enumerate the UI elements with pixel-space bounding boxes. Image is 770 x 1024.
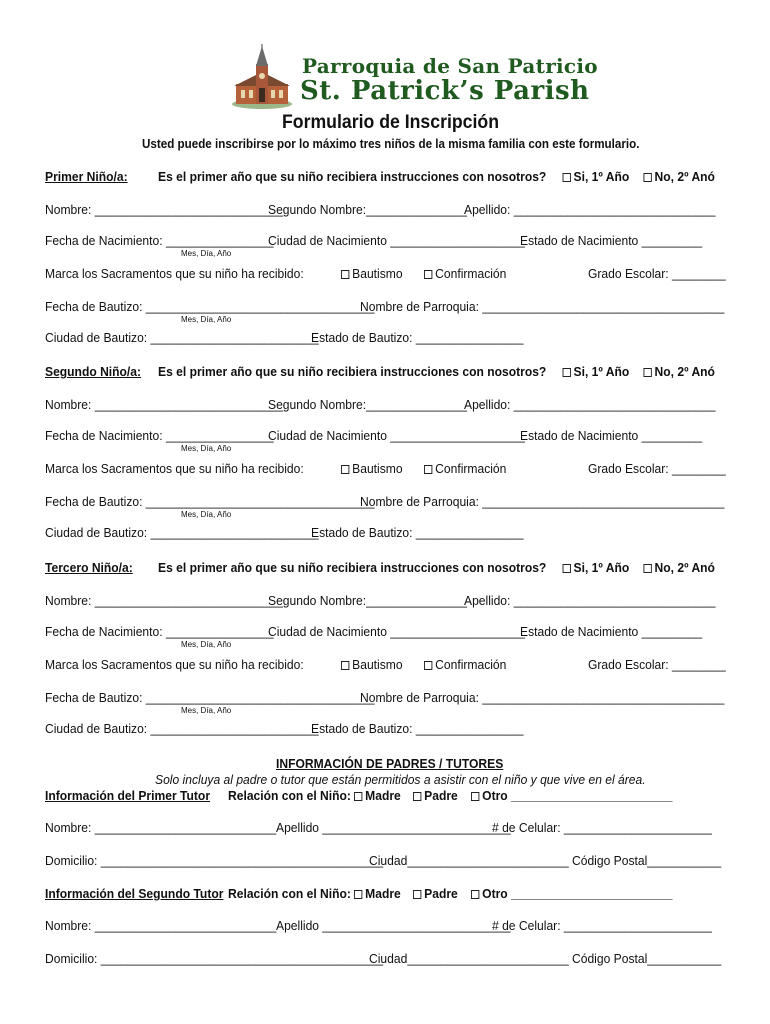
otro-label: Otro ________________________ [482, 788, 673, 803]
checkbox-confirmacion[interactable] [424, 661, 432, 670]
grado-escolar-field[interactable]: Grado Escolar: ________ [588, 461, 726, 476]
fecha-nacimiento-field[interactable]: Fecha de Nacimiento: ________________ [45, 233, 274, 248]
nombre-field[interactable]: Nombre: ____________________________ [45, 397, 283, 412]
confirmacion-option[interactable] [424, 266, 506, 281]
tutor-ciudad-field[interactable]: Ciudad________________________ [369, 951, 569, 966]
fecha-bautizo-field[interactable]: Fecha de Bautizo: __________________________________ [45, 299, 375, 314]
child-section [0, 364, 770, 554]
option-yes-label: Si, 1º Año [573, 169, 630, 184]
grado-escolar-field[interactable]: Grado Escolar: ________ [588, 657, 726, 672]
ciudad-nacimiento-field[interactable]: Ciudad de Nacimiento ____________________ [268, 624, 525, 639]
ciudad-bautizo-field[interactable]: Ciudad de Bautizo: _________________________ [45, 525, 319, 540]
checkbox-yes[interactable] [562, 368, 570, 377]
segundo-nombre-field[interactable]: Segundo Nombre:_______________ [268, 593, 467, 608]
checkbox-padre[interactable] [413, 792, 421, 801]
checkbox-bautismo[interactable] [341, 270, 349, 279]
tutor-heading: Información del Primer Tutor [45, 788, 211, 803]
tutor-domicilio-field[interactable]: Domicilio: __________________________________________ [45, 853, 384, 868]
nombre-parroquia-field[interactable]: Nombre de Parroquia: ____________________________________ [360, 494, 725, 509]
tutor-section [0, 886, 770, 976]
date-format-hint: Mes, Día, Año [181, 640, 232, 649]
checkbox-bautismo[interactable] [341, 661, 349, 670]
option-yes-label: Si, 1º Año [573, 364, 630, 379]
madre-label: Madre [365, 788, 401, 803]
confirmacion-label: Confirmación [435, 657, 507, 672]
tutor-ciudad-field[interactable]: Ciudad________________________ [369, 853, 569, 868]
church-icon [230, 44, 294, 110]
otro-label: Otro ________________________ [482, 886, 673, 901]
tutor-celular-field[interactable]: # de Celular: ______________________ [492, 820, 712, 835]
sacramentos-label: Marca los Sacramentos que su niño ha recibido: [45, 266, 304, 281]
question-text: Es el primer año que su niño recibiera instrucciones con nosotros? [158, 169, 547, 184]
tutor-nombre-field[interactable]: Nombre: ___________________________ [45, 918, 277, 933]
apellido-field[interactable]: Apellido: ______________________________ [464, 202, 716, 217]
estado-bautizo-field[interactable]: Estado de Bautizo: ________________ [311, 721, 524, 736]
madre-option[interactable] [354, 788, 401, 803]
first-year-question [158, 560, 715, 575]
estado-nacimiento-field[interactable]: Estado de Nacimiento _________ [520, 233, 703, 248]
parish-logo [230, 44, 294, 110]
ciudad-nacimiento-field[interactable]: Ciudad de Nacimiento ____________________ [268, 233, 525, 248]
bautismo-option[interactable] [341, 657, 403, 672]
confirmacion-label: Confirmación [435, 266, 507, 281]
checkbox-no[interactable] [643, 173, 651, 182]
tutor-apellido-field[interactable]: Apellido ____________________________ [276, 918, 511, 933]
padre-option[interactable] [413, 788, 458, 803]
parish-name-es: Parroquia de San Patricio [302, 54, 598, 78]
parish-name-en: St. Patrick’s Parish [300, 76, 590, 106]
date-format-hint: Mes, Día, Año [181, 510, 232, 519]
madre-label: Madre [365, 886, 401, 901]
checkbox-madre[interactable] [354, 792, 362, 801]
date-format-hint: Mes, Día, Año [181, 249, 232, 258]
estado-bautizo-field[interactable]: Estado de Bautizo: ________________ [311, 525, 524, 540]
fecha-bautizo-field[interactable]: Fecha de Bautizo: __________________________________ [45, 690, 375, 705]
checkbox-bautismo[interactable] [341, 465, 349, 474]
bautismo-option[interactable] [341, 461, 403, 476]
sacramentos-label: Marca los Sacramentos que su niño ha recibido: [45, 461, 304, 476]
tutor-celular-field[interactable]: # de Celular: ______________________ [492, 918, 712, 933]
estado-nacimiento-field[interactable]: Estado de Nacimiento _________ [520, 428, 703, 443]
tutor-section [0, 788, 770, 878]
fecha-nacimiento-field[interactable]: Fecha de Nacimiento: ________________ [45, 428, 274, 443]
date-format-hint: Mes, Día, Año [181, 706, 232, 715]
padre-label: Padre [424, 788, 458, 803]
child-section [0, 560, 770, 750]
first-year-question [158, 169, 715, 184]
checkbox-yes[interactable] [562, 173, 570, 182]
tutor-codigo-postal-field[interactable]: Código Postal___________ [572, 951, 722, 966]
estado-nacimiento-field[interactable]: Estado de Nacimiento _________ [520, 624, 703, 639]
checkbox-madre[interactable] [354, 890, 362, 899]
option-no-label: No, 2º Anó [654, 364, 715, 379]
parents-heading: INFORMACIÓN DE PADRES / TUTORES [276, 756, 504, 771]
fecha-nacimiento-field[interactable]: Fecha de Nacimiento: ________________ [45, 624, 274, 639]
question-text: Es el primer año que su niño recibiera instrucciones con nosotros? [158, 560, 547, 575]
first-year-question [158, 364, 715, 379]
option-no-label: No, 2º Anó [654, 169, 715, 184]
tutor-domicilio-field[interactable]: Domicilio: __________________________________________ [45, 951, 384, 966]
confirmacion-option[interactable] [424, 461, 506, 476]
grado-escolar-field[interactable]: Grado Escolar: ________ [588, 266, 726, 281]
checkbox-confirmacion[interactable] [424, 465, 432, 474]
date-format-hint: Mes, Día, Año [181, 315, 232, 324]
ciudad-bautizo-field[interactable]: Ciudad de Bautizo: _________________________ [45, 721, 319, 736]
checkbox-yes[interactable] [562, 564, 570, 573]
relacion-label: Relación con el Niño: [228, 886, 351, 901]
segundo-nombre-field[interactable]: Segundo Nombre:_______________ [268, 397, 467, 412]
tutor-apellido-field[interactable]: Apellido ____________________________ [276, 820, 511, 835]
nombre-field[interactable]: Nombre: ____________________________ [45, 202, 283, 217]
ciudad-bautizo-field[interactable]: Ciudad de Bautizo: _________________________ [45, 330, 319, 345]
question-text: Es el primer año que su niño recibiera instrucciones con nosotros? [158, 364, 547, 379]
padre-option[interactable] [413, 886, 458, 901]
apellido-field[interactable]: Apellido: ______________________________ [464, 397, 716, 412]
form-title: Formulario de Inscripción [282, 112, 499, 133]
option-yes-label: Si, 1º Año [573, 560, 630, 575]
checkbox-no[interactable] [643, 368, 651, 377]
child-heading: Primer Niño/a: [45, 169, 128, 184]
madre-option[interactable] [354, 886, 401, 901]
confirmacion-option[interactable] [424, 657, 506, 672]
checkbox-otro[interactable] [471, 792, 479, 801]
ciudad-nacimiento-field[interactable]: Ciudad de Nacimiento ____________________ [268, 428, 525, 443]
estado-bautizo-field[interactable]: Estado de Bautizo: ________________ [311, 330, 524, 345]
tutor-heading: Información del Segundo Tutor [45, 886, 224, 901]
parents-note: Solo incluya al padre o tutor que están permitidos a asistir con el niño y que vive en el área. [155, 772, 646, 787]
nombre-parroquia-field[interactable]: Nombre de Parroquia: ____________________________________ [360, 690, 725, 705]
child-heading: Tercero Niño/a: [45, 560, 133, 575]
bautismo-label: Bautismo [352, 266, 403, 281]
option-no-label: No, 2º Anó [654, 560, 715, 575]
apellido-field[interactable]: Apellido: ______________________________ [464, 593, 716, 608]
nombre-field[interactable]: Nombre: ____________________________ [45, 593, 283, 608]
tutor-codigo-postal-field[interactable]: Código Postal___________ [572, 853, 722, 868]
nombre-parroquia-field[interactable]: Nombre de Parroquia: ____________________________________ [360, 299, 725, 314]
tutor-nombre-field[interactable]: Nombre: ___________________________ [45, 820, 277, 835]
padre-label: Padre [424, 886, 458, 901]
checkbox-otro[interactable] [471, 890, 479, 899]
segundo-nombre-field[interactable]: Segundo Nombre:_______________ [268, 202, 467, 217]
fecha-bautizo-field[interactable]: Fecha de Bautizo: __________________________________ [45, 494, 375, 509]
sacramentos-label: Marca los Sacramentos que su niño ha recibido: [45, 657, 304, 672]
checkbox-confirmacion[interactable] [424, 270, 432, 279]
form-subtitle: Usted puede inscribirse por lo máximo tres niños de la misma familia con este formulario. [142, 137, 640, 151]
otro-option[interactable] [471, 886, 672, 901]
child-section [0, 169, 770, 359]
checkbox-padre[interactable] [413, 890, 421, 899]
confirmacion-label: Confirmación [435, 461, 507, 476]
bautismo-option[interactable] [341, 266, 403, 281]
bautismo-label: Bautismo [352, 461, 403, 476]
checkbox-no[interactable] [643, 564, 651, 573]
child-heading: Segundo Niño/a: [45, 364, 142, 379]
bautismo-label: Bautismo [352, 657, 403, 672]
date-format-hint: Mes, Día, Año [181, 444, 232, 453]
relacion-label: Relación con el Niño: [228, 788, 351, 803]
otro-option[interactable] [471, 788, 672, 803]
